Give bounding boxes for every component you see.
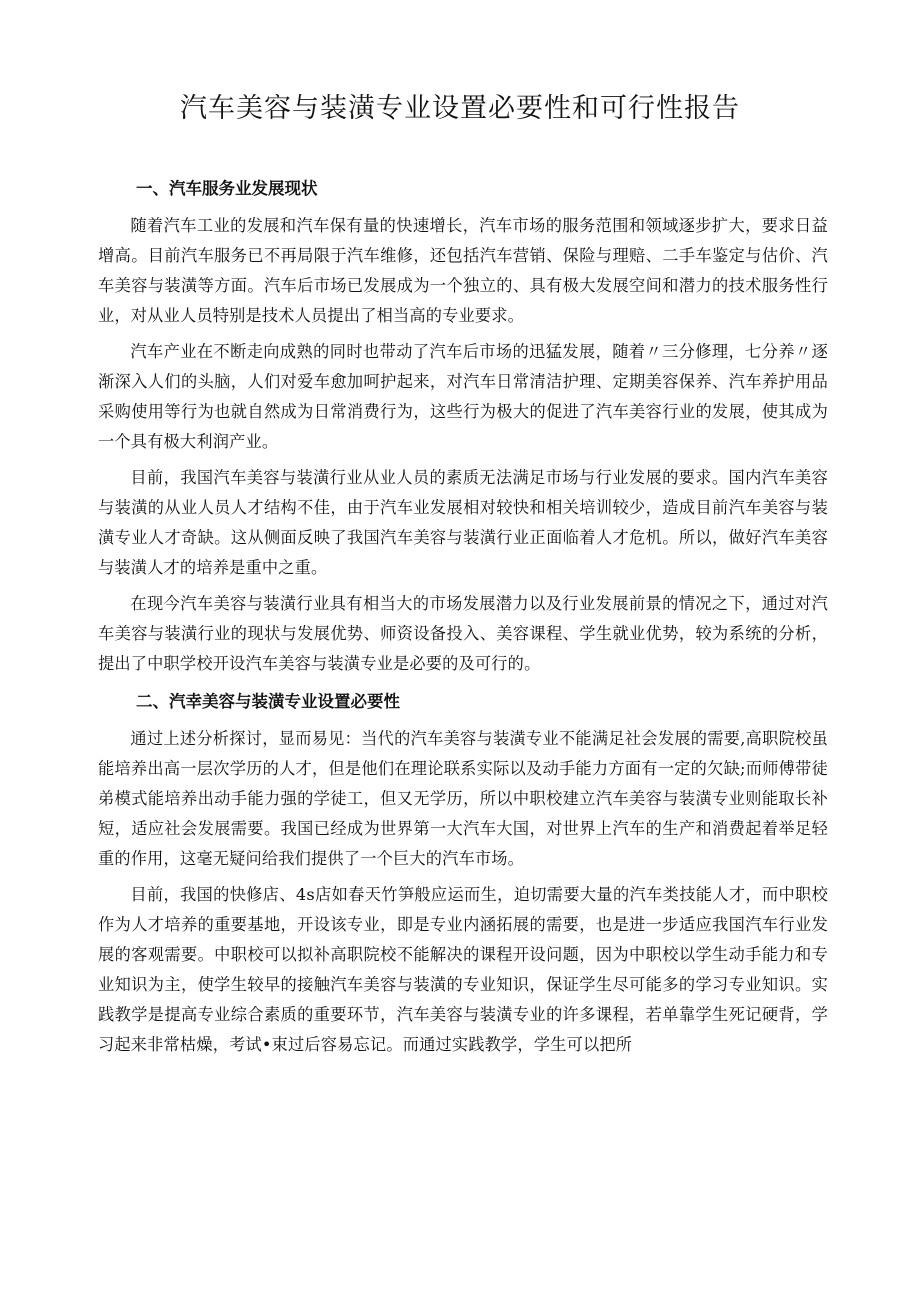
section-heading: 二、汽幸美容与装潢专业设置必要性	[136, 692, 400, 711]
paragraph: 目前，我国汽车美容与装潢行业从业人员的素质无法满足市场与行业发展的要求。国内汽车美容与装潢的从业人员人才结构不佳，由于汽车业发展相对较快和相关培训较少，造成目前汽车美容与装潢专业人才奇缺。这从侧面反映了我国汽车美容与装潢行业正面临着人才危机。所以，做好汽车美容与装潢人才的培养是重中之重。	[98, 468, 828, 577]
document-title: 汽车美容与装潢专业设置必要性和可行性报告	[180, 93, 740, 124]
paragraph: 通过上述分析探讨，显而易见：当代的汽车美容与装潢专业不能满足社会发展的需要,高职院校虽能培养出高一层次学历的人才，但是他们在理论联系实际以及动手能力方面有一定的欠缺;而师傅带徒弟模式能培养出动手能力强的学徒工，但又无学历，所以中职校建立汽车美容与装潢专业则能取长补短，适应社会发展需要。我国已经成为世界第一大汽车大国，对世界上汽车的生产和消费起着举足轻重的作用，这毫无疑问给我们提供了一个巨大的汽车市场。	[98, 729, 828, 868]
paragraph: 目前，我国的快修店、4s店如春天竹笋般应运而生，迫切需要大量的汽车类技能人才，而中职校作为人才培养的重要基地，开设该专业，即是专业内涵拓展的需要，也是进一步适应我国汽车行业发展的客观需要。中职校可以拟补高职院校不能解决的课程开设问题，因为中职校以学生动手能力和专业知识为主，使学生较早的接触汽车美容与装潢的专业知识，保证学生尽可能多的学习专业知识。实践教学是提高专业综合素质的重要环节，汽车美容与装潢专业的许多课程，若单靠学生死记硬背，学习起来非常枯燥，考试•束过后容易忘记。而通过实践教学，学生可以把所	[98, 885, 828, 1054]
section-2	[98, 685, 828, 1060]
section-heading: 一、汽车服务业发展现状	[136, 179, 318, 198]
section-1	[98, 172, 828, 679]
paragraph: 在现今汽车美容与装潢行业具有相当大的市场发展潜力以及行业发展前景的情况之下，通过对汽车美容与装潢行业的现状与发展优势、师资设备投入、美容课程、学生就业优势，较为系统的分析，提出了中职学校开设汽车美容与装潢专业是必要的及可行的。	[98, 594, 828, 673]
paragraph: 随着汽车工业的发展和汽车保有量的快速增长，汽车市场的服务范围和领域逐步扩大，要求日益增高。目前汽车服务已不再局限于汽车维修，还包括汽车营销、保险与理赔、二手车鉴定与估价、汽车美容与装潢等方面。汽车后市场已发展成为一个独立的、具有极大发展空间和潜力的技术服务性行业，对从业人员特别是技术人员提出了相当高的专业要求。	[98, 216, 828, 325]
paragraph: 汽车产业在不断走向成熟的同时也带动了汽车后市场的迅猛发展，随着〃三分修理，七分养〃逐渐深入人们的头脑，人们对爱车愈加呵护起来，对汽车日常清洁护理、定期美容保养、汽车养护用品采购使用等行为也就自然成为日常消费行为，这些行为极大的促进了汽车美容行业的发展，使其成为一个具有极大利润产业。	[98, 342, 828, 451]
document-body	[98, 172, 828, 1066]
